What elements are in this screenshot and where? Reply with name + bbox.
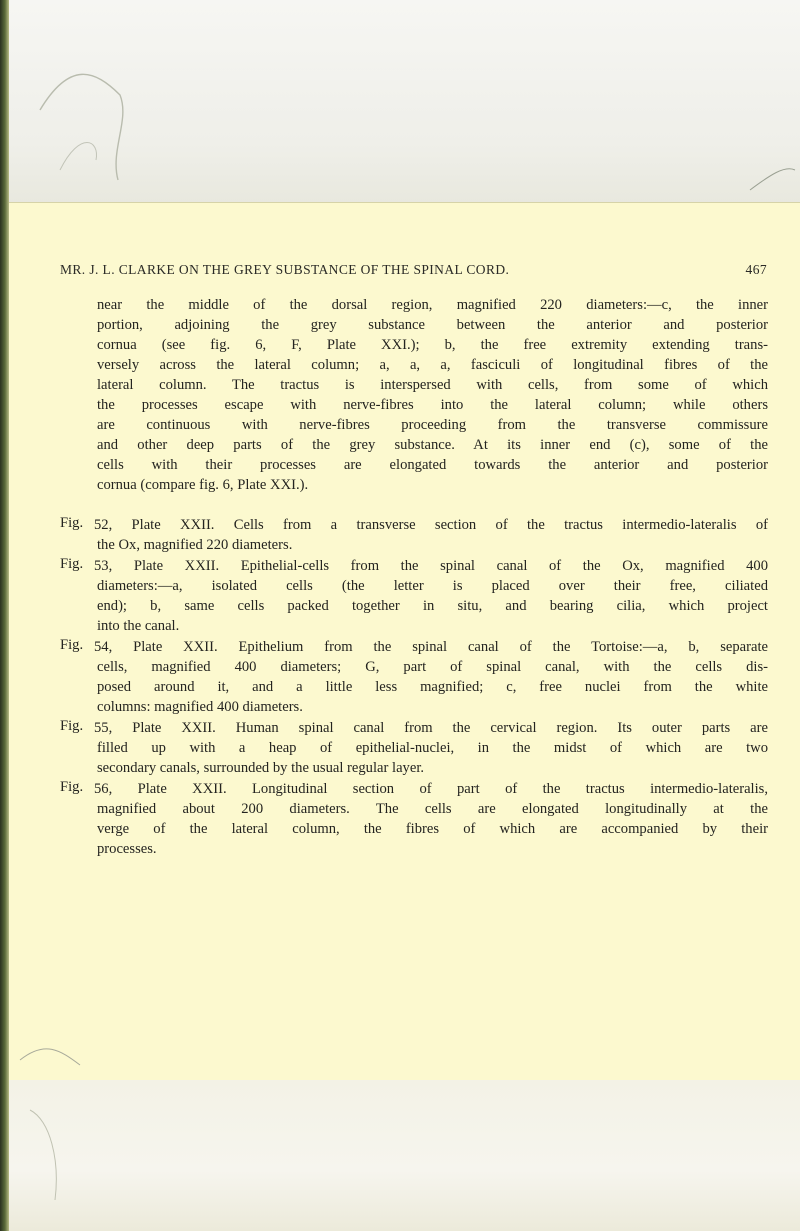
fig-label: Fig.	[60, 718, 84, 734]
text-line: are continuous with nerve-fibres proceeding from the transverse commissure	[97, 417, 768, 433]
text-line: 53, Plate XXII. Epithelial-cells from the spinal canal of the Ox, magnified 400	[94, 558, 768, 574]
text-line: versely across the lateral column; a, a, a, fasciculi of longitudinal fibres of the	[97, 357, 768, 373]
text-line: into the canal.	[97, 618, 180, 634]
page-number: 467	[745, 262, 767, 277]
text-line: the processes escape with nerve-fibres into the lateral column; while others	[97, 397, 768, 413]
text-line: columns: magnified 400 diameters.	[97, 699, 303, 715]
text-line: 56, Plate XXII. Longitudinal section of part of the tractus intermedio-lateralis,	[94, 781, 768, 797]
text-line: lateral column. The tractus is interspersed with cells, from some of which	[97, 377, 768, 393]
page-header	[60, 262, 767, 282]
fig-label: Fig.	[60, 556, 84, 572]
text-line: 52, Plate XXII. Cells from a transverse section of the tractus intermedio-lateralis of	[94, 517, 768, 533]
running-head: MR. J. L. CLARKE ON THE GREY SUBSTANCE OF THE SPINAL CORD.	[60, 262, 510, 277]
fig-label: Fig.	[60, 515, 84, 531]
text-line: verge of the lateral column, the fibres of which are accompanied by their	[97, 821, 768, 837]
text-line: magnified about 200 diameters. The cells are elongated longitudinally at the	[97, 801, 768, 817]
text-line: 54, Plate XXII. Epithelium from the spinal canal of the Tortoise:—a, b, separate	[94, 639, 768, 655]
text-line: cells with their processes are elongated towards the anterior and posterior	[97, 457, 768, 473]
text-line: 55, Plate XXII. Human spinal canal from the cervical region. Its outer parts are	[94, 720, 768, 736]
text-line: diameters:—a, isolated cells (the letter is placed over their free, ciliated	[97, 578, 768, 594]
fig-label: Fig.	[60, 637, 84, 653]
text-line: secondary canals, surrounded by the usual regular layer.	[97, 760, 425, 776]
text-line: end); b, same cells packed together in situ, and bearing cilia, which project	[97, 598, 768, 614]
text-line: and other deep parts of the grey substance. At its inner end (c), some of the	[97, 437, 768, 453]
text-line: cornua (see fig. 6, F, Plate XXI.); b, the free extremity extending trans-	[97, 337, 768, 353]
text-line: filled up with a heap of epithelial-nuclei, in the midst of which are two	[97, 740, 768, 756]
text-line: processes.	[97, 841, 157, 857]
text-line: the Ox, magnified 220 diameters.	[97, 537, 293, 553]
text-line: posed around it, and a little less magnified; c, free nuclei from the white	[97, 679, 768, 695]
text-line: cornua (compare fig. 6, Plate XXI.).	[97, 477, 309, 493]
text-line: near the middle of the dorsal region, magnified 220 diameters:—c, the inner	[97, 297, 768, 313]
text-line: portion, adjoining the grey substance between the anterior and posterior	[97, 317, 768, 333]
text-line: cells, magnified 400 diameters; G, part of spinal canal, with the cells dis-	[97, 659, 768, 675]
fig-label: Fig.	[60, 779, 84, 795]
